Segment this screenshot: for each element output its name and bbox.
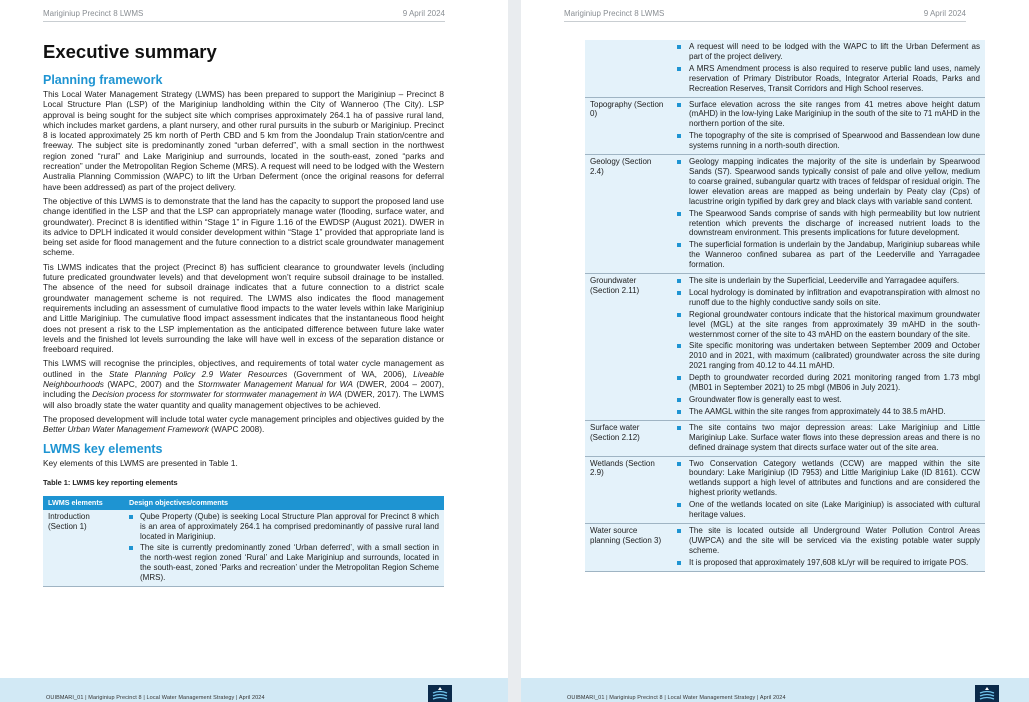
table-row xyxy=(43,510,444,587)
table-header-row xyxy=(43,496,444,510)
bullet-item: The site is underlain by the Superficial, Leederville and Yarragadee aquifers. xyxy=(677,276,980,286)
bullet-item: It is proposed that approximately 197,608 kL/yr will be required to irrigate POS. xyxy=(677,558,980,568)
bullet-item: The superficial formation is underlain by the Jandabup, Mariginiup subareas while the Wanneroo confined subarea as part of the Leederville and Yarragadee formation. xyxy=(677,240,980,270)
section-heading-planning: Planning framework xyxy=(43,73,163,87)
bullet-item: Groundwater flow is generally east to west. xyxy=(677,395,980,405)
page-title: Executive summary xyxy=(43,41,217,62)
bullet-item: The topography of the site is comprised of Spearwood and Bassendean low dune systems running in a north-south direction. xyxy=(677,131,980,151)
element-description xyxy=(672,155,985,274)
element-label: Wetlands (Section 2.9) xyxy=(585,456,672,523)
element-description xyxy=(672,420,985,456)
bullet-item: A request will need to be lodged with the WAPC to lift the Urban Deferment as part of the project delivery. xyxy=(677,42,980,62)
company-logo-icon xyxy=(428,685,452,702)
bullet-item: The Spearwood Sands comprise of sands with high permeability but low nutrient retention which prevents the discharge of increased nutrient loads to the downstream environment. This presents implications for future development. xyxy=(677,209,980,239)
header-date: 9 April 2024 xyxy=(923,9,966,18)
bullet-item: Geology mapping indicates the majority of the site is underlain by Spearwood Sands (S7). Spearwood sands typically consist of pale and olive yellow, medium to coarse grained, subangular quartz with traces of feldspar of residual origin. The lower elevation areas are mapped as being underlain by Peaty clay (Cps) of lacustrine origin typified by dark grey and black clays with variable sand content. xyxy=(677,157,980,207)
page-footer xyxy=(521,678,1029,702)
table-caption: Table 1: LWMS key reporting elements xyxy=(43,477,178,487)
element-description xyxy=(672,274,985,421)
header-title: Mariginiup Precinct 8 LWMS xyxy=(564,9,665,18)
element-description xyxy=(672,40,985,97)
table-row xyxy=(585,40,985,97)
bullet-item: Regional groundwater contours indicate that the historical maximum groundwater level (MGL) at the site ranges from approximately 39 mAHD in the south-westernmost corner of the site to 43 mAHD on the eastern boundary of the site. xyxy=(677,310,980,340)
page-content xyxy=(585,40,985,572)
page-footer xyxy=(0,678,508,702)
bullet-item: Qube Property (Qube) is seeking Local Structure Plan approval for Precinct 8 which is an area of approximately 264.1 ha comprised predominantly of passive rural land located in Mariginiup. xyxy=(129,512,439,542)
key-elements-table-continued xyxy=(585,40,985,572)
bullet-item: Surface elevation across the site ranges from 41 metres above height datum (mAHD) in the low-lying Lake Mariginiup in the south of the site to 71 mAHD in the northern portion of the site. xyxy=(677,100,980,130)
table-row xyxy=(585,420,985,456)
text-run: (DWER, 2017). The LWMS will also broadly state the water quantity and quality management objectives to be achieved. xyxy=(43,389,444,410)
column-header: LWMS elements xyxy=(43,496,124,510)
bullet-item: One of the wetlands located on site (Lake Mariginiup) is associated with cultural heritage values. xyxy=(677,500,980,520)
document-page-left xyxy=(0,0,508,702)
bullet-item: Depth to groundwater recorded during 2021 monitoring ranged from 1.73 mbgl (MB01 in September 2021) to 25 mbgl (MB06 in July 2021). xyxy=(677,373,980,393)
element-description xyxy=(124,510,444,587)
paragraph: This Local Water Management Strategy (LWMS) has been prepared to support the Mariginiup – Precinct 8 Local Structure Plan (LSP) of the Mariginiup landholding within the City of Wanneroo (The City). LSP approval is being sought for the subject site which comprises approximately 264.1 ha of passive rural land, which includes market gardens, a plant nursery, and other rural pursuits in the suburb or Mariginiup. Precinct 8 is located approximately 25 km north of Perth CBD and 5 km from the Joondalup Train station/centre and freeway. The subject site is predominantly zoned “urban deferred”, with a small section in the northwest region zoned “rural” and Lake Mariginiup and surrounds, located in the south-east, zoned “parks and recreation” under the Metropolitan Region Scheme (MRS). A request will need to be lodged with the Western Australia Planning Commission (WAPC) to lift the Urban Deferment (once the original reasons for deferral have been addressed) as part of the project delivery. xyxy=(43,89,444,192)
citation: Better Urban Water Management Framework xyxy=(43,424,209,435)
bullet-item: The site is currently predominantly zoned ‘Urban deferred’, with a small section in the north-west region zoned ‘Rural’ and Lake Mariginiup and surrounds, located in the south-east, zoned ‘Parks and recreation’ under the Metropolitan Region Scheme (MRS). xyxy=(129,543,439,583)
bullet-item: The site is located outside all Underground Water Pollution Control Areas (UWPCA) and the site will be serviced via the existing potable water supply scheme. xyxy=(677,526,980,556)
paragraph: Key elements of this LWMS are presented in Table 1. xyxy=(43,457,238,468)
running-header xyxy=(564,9,966,22)
document-page-right xyxy=(521,0,1029,702)
element-label: Topography (Section 0) xyxy=(585,97,672,155)
footer-text: OUIBMARI_01 | Mariginiup Precinct 8 | Local Water Management Strategy | April 2024 xyxy=(567,695,786,701)
section-heading-key-elements: LWMS key elements xyxy=(43,441,163,456)
table-row xyxy=(585,274,985,421)
table-row xyxy=(585,523,985,571)
header-date: 9 April 2024 xyxy=(402,9,445,18)
citation: State Planning Policy 2.9 Water Resources xyxy=(108,368,288,379)
paragraph: The objective of this LWMS is to demonstrate that the land has the capacity to support the proposed land use change identified in the LSP and that the LSP can appropriately manage water (flooding, surface water, and groundwater). Precinct 8 is identified within “Stage 1” in Figure 1.16 of the EWDSP (August 2021). DWER in its advice to DPLH indicated it would consider development within “Stage 1” provided that appropriate land is being set aside for flood management and the future connection to a district scale groundwater management scheme. xyxy=(43,195,444,258)
citation: Liveable Neighbourhoods xyxy=(43,368,444,390)
running-header xyxy=(43,9,445,22)
element-label: Water source planning (Section 3) xyxy=(585,523,672,571)
citation: Decision process for stormwater for stormwater management in WA xyxy=(92,389,342,400)
bullet-item: The AAMGL within the site ranges from approximately 44 to 38.5 mAHD. xyxy=(677,407,980,417)
text-run: (WAPC, 2007) and the xyxy=(103,379,198,390)
text-run: (Government of WA, 2006), xyxy=(287,368,414,379)
element-label: Groundwater (Section 2.11) xyxy=(585,274,672,421)
element-description xyxy=(672,456,985,523)
element-label xyxy=(585,40,672,97)
element-description xyxy=(672,523,985,571)
bullet-item: Two Conservation Category wetlands (CCW) are mapped within the site boundary: Lake Mariginiup (ID 7953) and Little Mariginiup Lake (ID 8161). CCW wetlands support a high level of attributes and functions and are considered the highest priority wetlands. xyxy=(677,459,980,499)
paragraph xyxy=(43,358,444,409)
text-run: This LWMS will recognise the principles, objectives, and requirements of total water cycle management as outlined in the xyxy=(43,358,444,379)
table-row xyxy=(585,456,985,523)
paragraph: Tis LWMS indicates that the project (Precinct 8) has sufficient clearance to groundwater levels (including future predicated groundwater levels) and that development won’t require subsoil drainage to be installed. The absence of the need for subsoil drainage indicates that a future connection to a district scale groundwater management scheme is not required. The LWMS also indicates the flood management requirements including an assessment of cumulative flood impacts to the water levels within lake Mariginiup and Little Mariginiup. The cumulative flood impact assessment indicates that the instantaneous flood height does not present a risk to the LSP implementation as the anticipated difference between future lake water levels and the finished lot levels surrounding the lake will have well in excess of the separation distance or freeboard required. xyxy=(43,261,444,355)
text-run: The proposed development will include total water cycle management principles and objectives guided by the xyxy=(43,413,444,424)
bullet-item: The site contains two major depression areas: Lake Mariginiup and Little Mariginiup Lake. Surface water flows into these depression areas and there is no defined drainage system that directs surface water out of the site area. xyxy=(677,423,980,453)
element-label: Geology (Section 2.4) xyxy=(585,155,672,274)
bullet-item: Local hydrology is dominated by infiltration and evapotranspiration with almost no runoff due to the highly conductive sandy soils on site. xyxy=(677,288,980,308)
company-logo-icon xyxy=(975,685,999,702)
text-run: (WAPC 2008). xyxy=(208,424,265,435)
table-row xyxy=(585,97,985,155)
bullet-item: Site specific monitoring was undertaken between September 2009 and October 2010 and in 2021, with maximum (calibrated) groundwater across the site during 2021 ranging from 40.12 to 44.11 mAHD. xyxy=(677,341,980,371)
footer-text: OUIBMARI_01 | Mariginiup Precinct 8 | Local Water Management Strategy | April 2024 xyxy=(46,695,265,701)
column-header: Design objectives/comments xyxy=(124,496,444,510)
paragraph xyxy=(43,414,444,435)
table-row xyxy=(585,155,985,274)
page-content xyxy=(43,41,444,587)
element-label: Introduction (Section 1) xyxy=(43,510,124,587)
citation: Stormwater Management Manual for WA xyxy=(197,379,353,390)
bullet-item: A MRS Amendment process is also required to reserve public land uses, namely reservation of Primary Distributor Roads, Integrator Arterial Roads, Parks and Recreation Reserves, Transit Corridors and High School reserves. xyxy=(677,64,980,94)
element-description xyxy=(672,97,985,155)
header-title: Mariginiup Precinct 8 LWMS xyxy=(43,9,144,18)
element-label: Surface water (Section 2.12) xyxy=(585,420,672,456)
text-run: (DWER, 2004 – 2007), including the xyxy=(43,379,445,400)
key-elements-table xyxy=(43,496,444,587)
